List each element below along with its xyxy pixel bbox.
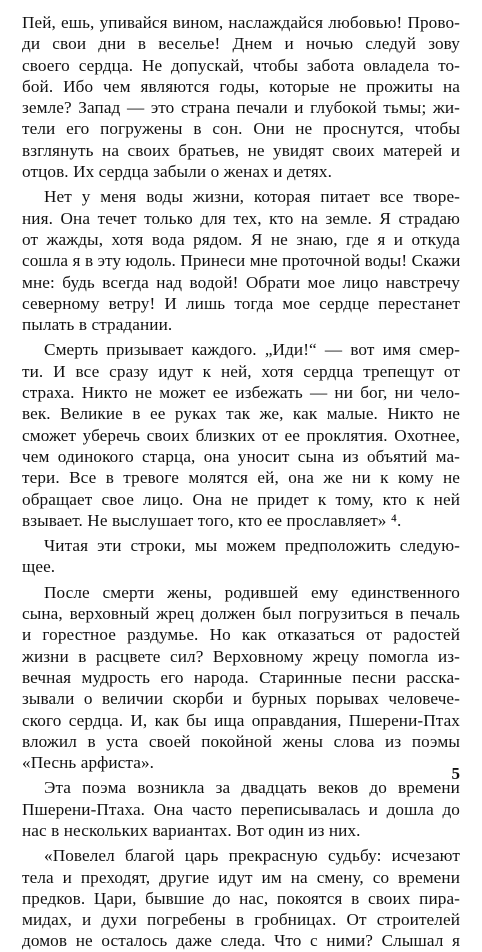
text-line: ди свои дни в веселье! Днем и ночью следуй зову [22,34,460,54]
text-line: щее. [22,557,56,577]
text-line: «Песнь арфиста». [22,753,155,773]
text-line: мидах, и духи погребены в гробницах. От строителей [22,910,460,930]
text-line: тела и преходят, другие идут им на смену, со времени [22,867,460,887]
text-line: Нет у меня воды жизни, которая питает все творе- [44,187,460,207]
text-line: пылать в страдании. [22,315,173,335]
text-line: взывает. Не выслушает того, кто ее прославляет» ⁴. [22,510,402,530]
text-line: вложил в уста своей покойной жены слова из поэмы [22,731,460,751]
text-line: вечная мудрость его народа. Старинные песни расска- [22,667,460,687]
text-line: тели его погружены в сон. Они не проснутся, чтобы [22,119,460,139]
text-line: домов не осталось даже следа. Что с ними? Слышал я [22,931,460,951]
text-line: сына, верховный жрец должен был погрузиться в печаль [22,604,460,624]
text-line: предков. Цари, бывшие до нас, покоятся в своих пира- [22,888,460,908]
text-line: жизни в расцвете сил? Верховному жрецу помогла из- [22,646,460,666]
paragraph [22,845,460,951]
text-line: взглянуть на своих братьев, не увидят своих матерей и [22,140,460,160]
page-number: 5 [451,764,460,783]
text-line: зывали о величии скорби и бурных порывах человече- [22,689,460,709]
text-line: После смерти жены, родившей ему единственного [44,582,460,602]
text-line: мне: будь всегда над водой! Обрати мое лицо навстречу [22,272,460,292]
text-line: век. Великие в ее руках так же, как малые. Никто не [22,404,460,424]
paragraph [22,582,460,774]
text-line: отцов. Их сердца забыли о женах и детях. [22,162,333,182]
paragraph [22,12,460,182]
text-line: Смерть призывает каждого. „Иди!“ — вот имя смер- [44,340,460,360]
text-line: своего сердца. Не допускай, чтобы забота овладела то- [22,55,460,75]
text-line: земле? Запад — это страна печали и глубокой тьмы; жи- [22,98,460,118]
text-line: чем одинокого старца, она уносит сына из объятий ма- [22,446,460,466]
text-line: ти. И все сразу идут к ней, хотя сердца трепещут от [22,361,460,381]
text-line: Читая эти строки, мы можем предположить следую- [44,536,460,556]
text-line: страха. Никто не может ее избежать — ни бог, ни чело- [22,383,460,403]
paragraph [22,186,460,335]
text-line: ского сердца. И, как бы ища оправдания, Пшерени-Птах [22,710,460,730]
text-line: сможет уберечь своих близких от ее проклятия. Охотнее, [22,425,460,445]
paragraph [22,777,460,841]
text-line: и горестное раздумье. Но как отказаться от радостей [22,625,460,645]
text-line: Эта поэма возникла за двадцать веков до времени [44,778,460,798]
text-line: тери. Все в тревоге молятся ей, она же ни к кому не [22,468,460,488]
text-line: от жажды, хотя вода рядом. Я не знаю, где я и откуда [22,229,460,249]
text-line: ния. Она течет только для тех, кто на земле. Я страдаю [22,208,460,228]
text-line: нас в нескольких вариантах. Вот один из них. [22,820,361,840]
page-body-text [22,12,460,952]
text-line: Пей, ешь, упивайся вином, наслаждайся любовью! Прово- [22,13,460,32]
text-line: бой. Ибо чем являются годы, которые не прожиты на [22,76,460,96]
text-line: обращает свое лицо. Она не придет к тому, кто к ней [22,489,460,509]
paragraph [22,339,460,531]
text-line: сошла я в эту юдоль. Принеси мне проточной воды! Скажи [22,251,461,271]
paragraph [22,535,460,578]
text-line: «Повелел благой царь прекрасную судьбу: исчезают [44,846,460,866]
text-line: Пшерени-Птаха. Она часто переписывалась и дошла до [22,799,460,819]
text-line: северному ветру! И лишь тогда мое сердце перестанет [22,293,460,313]
